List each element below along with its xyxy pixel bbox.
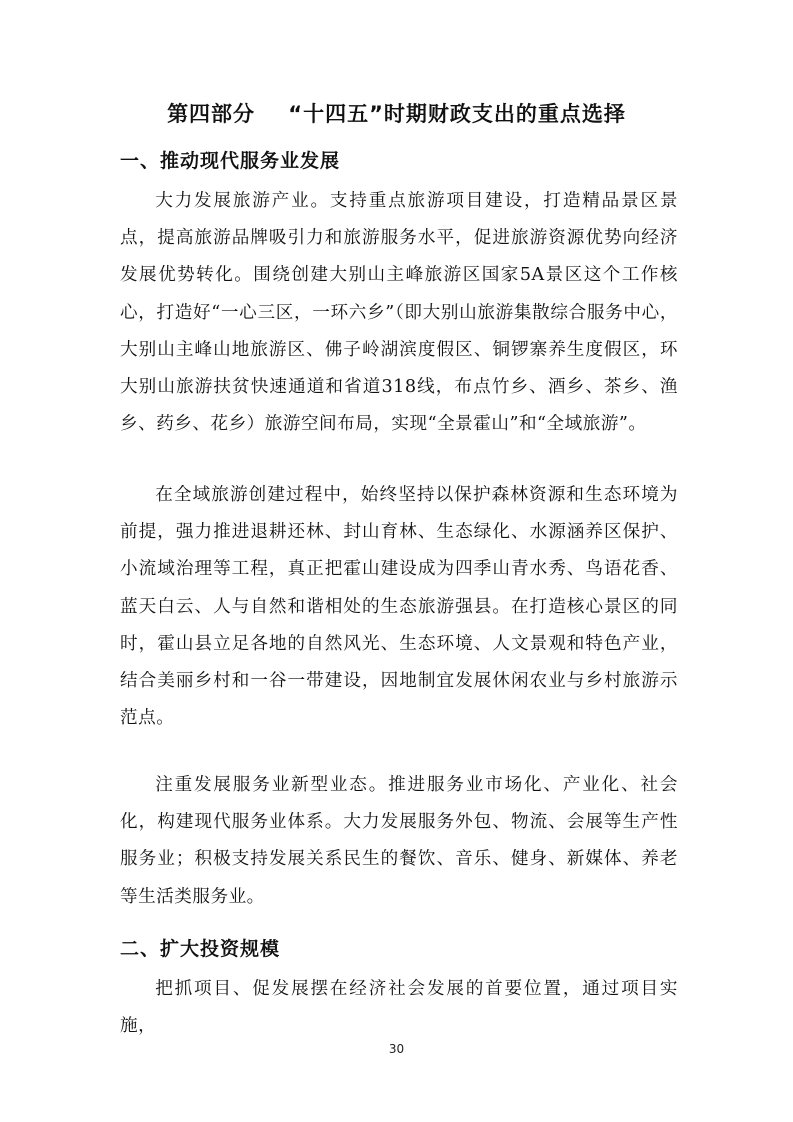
section-heading-service-industry: 一、推动现代服务业发展: [120, 150, 341, 172]
paragraph-eco-tourism: 在全域旅游创建过程中，始终坚持以保护森林资源和生态环境为前提，强力推进退耕还林、封山育林、生态绿化、水源涵养区保护、小流域治理等工程，真正把霍山建设成为四季山青水秀、鸟语花香、蓝天白云、人与自然和谐相处的生态旅游强县。在打造核心景区的同时，霍山县立足各地的自然风光、生态环境、人文景观和特色产业，结合美丽乡村和一谷一带建设，因地制宜发展休闲农业与乡村旅游示范点。: [120, 485, 678, 729]
page-number: 30: [388, 1042, 405, 1056]
section-heading-investment-scale: 二、扩大投资规模: [120, 938, 281, 960]
paragraph-new-service-formats: 注重发展服务业新型业态。推进服务业市场化、产业化、社会化，构建现代服务业体系。大力发展服务外包、物流、会展等生产性服务业；积极支持发展关系民生的餐饮、音乐、健身、新媒体、养老等生活类服务业。: [120, 775, 678, 907]
paragraph-tourism-industry: 大力发展旅游产业。支持重点旅游项目建设，打造精品景区景点，提高旅游品牌吸引力和旅游服务水平，促进旅游资源优势向经济发展优势转化。围绕创建大别山主峰旅游区国家5A景区这个工作核心，打造好“一心三区，一环六乡”（即大别山旅游集散综合服务中心，大别山主峰山地旅游区、佛子岭湖滨度假区、铜锣寨养生度假区，环大别山旅游扶贫快速通道和省道318线，布点竹乡、酒乡、茶乡、渔乡、药乡、花乡）旅游空间布局，实现“全景霍山”和“全域旅游”。: [120, 191, 678, 435]
document-title: 第四部分 “十四五”时期财政支出的重点选择: [167, 102, 626, 126]
paragraph-project-focus: 把抓项目、促发展摆在经济社会发展的首要位置，通过项目实施，: [120, 979, 678, 1037]
